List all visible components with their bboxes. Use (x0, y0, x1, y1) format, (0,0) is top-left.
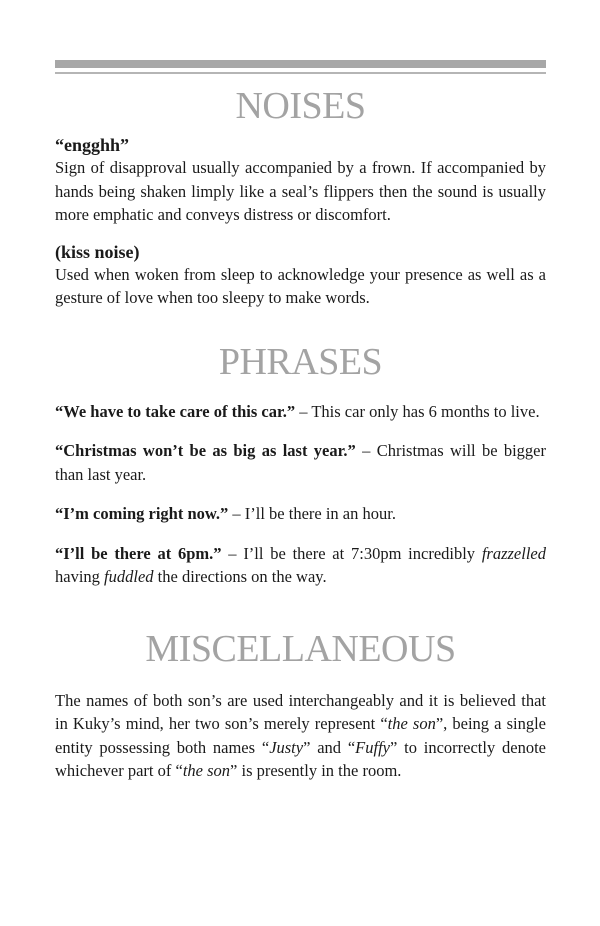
misc-text: ”, being a single entity possessing both names “ (55, 714, 546, 757)
phrase-item (55, 439, 546, 486)
phrase-meaning: I’ll be there at 7:30pm incredibly (243, 543, 482, 563)
phrase-quote: “Christmas won’t be as big as last year.” (55, 441, 356, 460)
noise-term: (kiss noise) (55, 241, 140, 262)
misc-emphasis: Fuffy (355, 737, 390, 757)
phrase-separator: – (355, 441, 377, 460)
header-rule-thick (55, 60, 546, 68)
noise-term: “engghh” (55, 135, 130, 155)
header-rule-thin (55, 72, 546, 74)
misc-text: ” and “ (303, 737, 356, 757)
phrase-item (55, 400, 546, 424)
content (55, 78, 546, 783)
phrase-meaning: Christmas will be bigger than last year. (55, 441, 546, 484)
phrase-meaning: having (55, 567, 105, 586)
phrase-quote: “I’m coming right now.” (55, 504, 229, 523)
phrase-meaning: I’ll be there in an hour. (244, 504, 396, 523)
noise-entry (55, 241, 546, 310)
phrase-item (55, 502, 546, 526)
phrase-meaning-emphasis: frazzelled (481, 543, 546, 563)
noise-entry (55, 134, 546, 227)
misc-emphasis: the son (387, 714, 436, 733)
misc-emphasis: Justy (269, 737, 304, 757)
miscellaneous-heading: MISCELLANEOUS (145, 627, 456, 670)
noise-definition: Used when woken from sleep to acknowledge your presence as well as a gesture of love when too sleepy to make words. (55, 264, 546, 307)
phrase-separator: – (221, 543, 244, 563)
phrase-meaning: the directions on the way. (153, 567, 327, 586)
phrase-meaning-emphasis: fuddled (104, 567, 154, 586)
phrase-meaning: This car only has 6 months to live. (311, 401, 540, 421)
phrase-separator: – (295, 401, 312, 421)
phrase-item (55, 542, 546, 589)
phrase-quote: “I’ll be there at 6pm.” (55, 543, 222, 563)
noises-heading: NOISES (235, 85, 366, 127)
phrase-quote: “We have to take care of this car.” (55, 401, 296, 421)
noise-definition: Sign of disapproval usually accompanied by a frown. If accompanied by hands being shaken limply like a seal’s flippers then the sound is usually more emphatic and conveys distress or discomfort. (55, 158, 546, 224)
misc-text: The names of both son’s are used interchangeably and it is believed that in Kuky’s mind, her two son’s merely represent “ (55, 690, 546, 733)
misc-emphasis: the son (182, 761, 231, 780)
misc-text: ” is presently in the room. (230, 761, 402, 780)
phrases-heading: PHRASES (218, 340, 383, 383)
misc-text: ” to incorrectly denote whichever part of “ (55, 737, 546, 780)
miscellaneous-paragraph (55, 689, 546, 783)
phrase-separator: – (228, 504, 245, 523)
